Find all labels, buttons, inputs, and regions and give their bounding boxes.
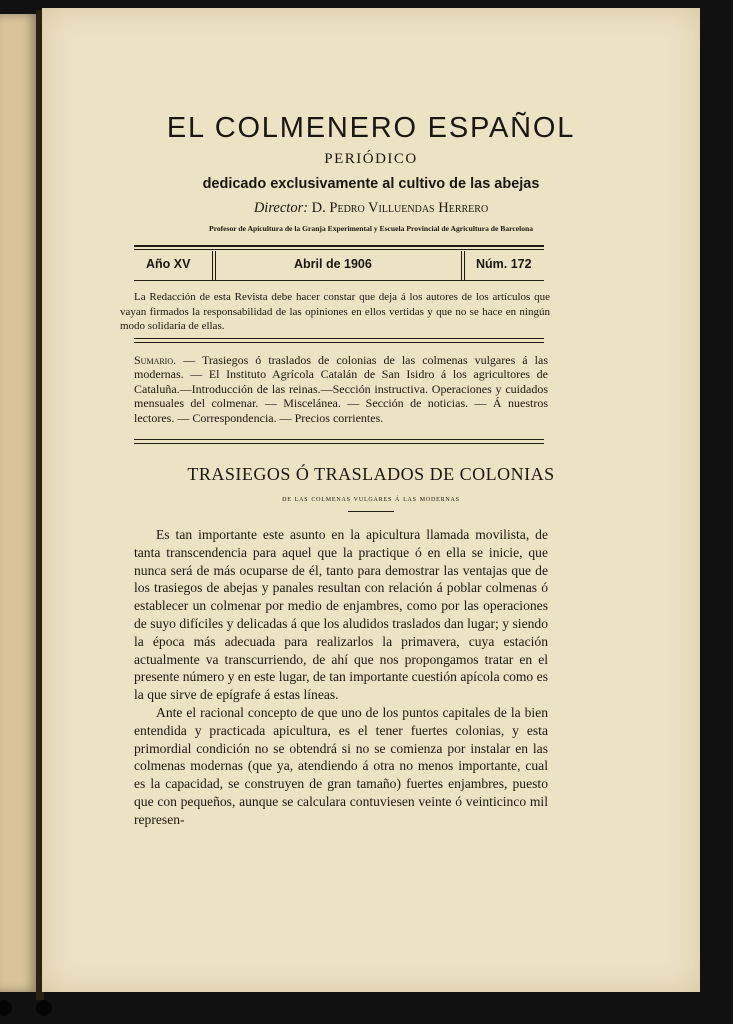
issue-divider	[464, 251, 465, 281]
issue-bottom-rule	[134, 280, 544, 281]
issue-bar	[134, 251, 544, 279]
issue-divider	[461, 251, 462, 281]
issue-date: Abril de 1906	[294, 257, 372, 271]
binding-hole	[0, 1000, 12, 1016]
masthead-tagline: dedicado exclusivamente al cultivo de las abejas	[202, 176, 540, 192]
masthead-subtitle: PERIÓDICO	[324, 151, 418, 167]
magazine-page	[42, 8, 700, 992]
director-label: Director:	[253, 200, 309, 216]
summary	[134, 353, 548, 425]
notice-rule	[134, 342, 544, 343]
article-title: TRASIEGOS Ó TRASLADOS DE COLONIAS	[187, 464, 555, 484]
notice-rule	[134, 338, 544, 339]
masthead-title: EL COLMENERO ESPAÑOL	[166, 112, 576, 144]
issue-divider	[212, 251, 213, 281]
director-name: D. Pedro Villuendas Herrero	[311, 200, 489, 216]
summary-rule	[134, 443, 544, 444]
summary-text: — Trasiegos ó traslados de colonias de las colmenas vulgares á las modernas. — El Instituto Agrícola Catalán de San Isidro á los agricultores de Cataluña.—Introducción de las reinas.—Sección instructiva. Operaciones y cuidados mensuales del colmenar. — Miscelánea. — Sección de noticias. — Á nuestros lectores. — Correspondencia. — Precios corrientes.	[134, 353, 548, 425]
article-subtitle: de las colmenas vulgares á las modernas	[282, 493, 460, 503]
article-body	[134, 526, 548, 829]
editorial-notice: La Redacción de esta Revista debe hacer constar que deja á los autores de los artículos que vayan firmados la responsabilidad de las opiniones en ellos vertidas y que no se hace en ningún modo solidaria de ellas.	[120, 291, 550, 332]
issue-divider	[215, 251, 216, 281]
article-paragraph: Ante el racional concepto de que uno de los puntos capitales de la bien entendida y practicada apicultura, es el tener fuertes colonias, y esta primordial condición no se obtendrá si no se comienza por instalar en las colmenas modernas (que ya, atendiendo á otra no menos importante, cual es la capacidad, se construyen de gran tamaño) fuertes enjambres, puesto que con pequeños, aunque se calculara contuviesen veinte ó veinticinco mil represen-	[134, 704, 548, 827]
summary-label: Sumario.	[134, 353, 177, 367]
title-rule	[348, 511, 394, 512]
binding-hole	[36, 1000, 52, 1016]
issue-year: Año XV	[146, 257, 191, 271]
issue-number: Núm. 172	[476, 257, 532, 271]
facing-page-edge	[0, 14, 38, 992]
director-role: Profesor de Apicultura de la Granja Experimental y Escuela Provincial de Agricultura de Barcelona	[208, 224, 534, 233]
masthead-director	[42, 200, 700, 217]
article-paragraph: Es tan importante este asunto en la apicultura llamada movilista, de tanta transcendencia para aquel que la practique ó en ella se inicie, que nunca será de más ocuparse de él, tanto para demostrar las ventajas que de los trasiegos de abejas y panales resultan con relación á poblar colmenas ó establecer un colmenar por medio de enjambres, como por las operaciones de suyo difíciles y delicadas á que los aludidos traslados dan lugar; y siendo la época más adecuada para realizarlos la primavera, cuya estación actualmente va transcurriendo, de ahí que nos propongamos tratar en el presente número y en este lugar, de tan importante cuestión apícola como es la que sirve de epígrafe á estas líneas.	[134, 527, 548, 703]
summary-rule	[134, 439, 544, 440]
issue-top-rule	[134, 245, 544, 247]
issue-top-rule-thin	[134, 249, 544, 250]
